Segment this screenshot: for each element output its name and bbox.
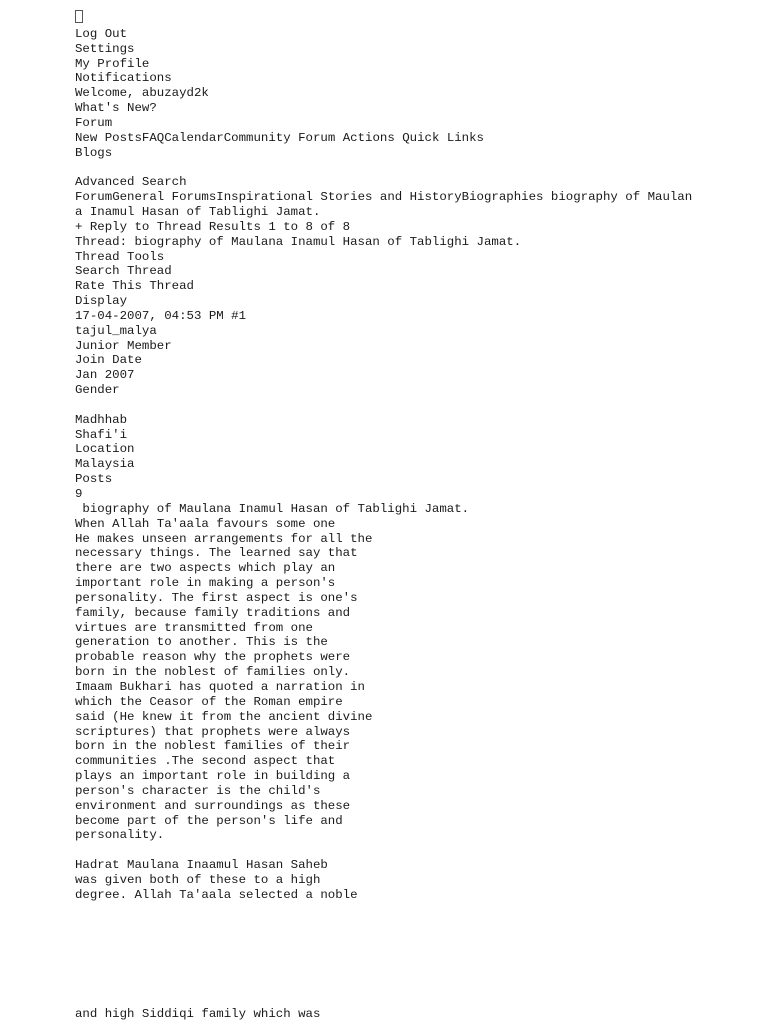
post-body-line: degree. Allah Ta'aala selected a noble [75, 887, 358, 902]
display-menu[interactable]: Display [75, 294, 128, 309]
post-body-line: there are two aspects which play an [75, 561, 336, 576]
post-body-line: When Allah Ta'aala favours some one [75, 516, 336, 531]
community-link[interactable]: Community [223, 130, 291, 145]
post-body-line: virtues are transmitted from one [75, 620, 313, 635]
post-body-line: person's character is the child's [75, 783, 321, 798]
location-label: Location [75, 442, 135, 457]
placeholder-box-icon [75, 10, 83, 23]
forum-nav-link[interactable]: Forum [75, 115, 113, 130]
thread-tools-menu[interactable]: Thread Tools [75, 249, 165, 264]
post-body-line: generation to another. This is the [75, 635, 328, 650]
post-body-paragraph-1 [75, 517, 375, 844]
post-body-line: environment and surroundings as these [75, 798, 351, 813]
post-body-line: important role in making a person's [75, 576, 336, 591]
breadcrumb-biographies[interactable]: Biographies [461, 190, 544, 205]
post-header [75, 309, 695, 324]
my-profile-link[interactable]: My Profile [75, 56, 150, 71]
gender-value-empty [75, 398, 695, 413]
rate-thread-menu[interactable]: Rate This Thread [75, 279, 194, 294]
post-body-line: communities .The second aspect that [75, 754, 336, 769]
whats-new-link[interactable]: What's New? [75, 101, 157, 116]
post-datetime: 17-04-2007, 04:53 PM [75, 308, 224, 323]
post-number-link[interactable]: #1 [223, 308, 247, 323]
post-body-line: said (He knew it from the ancient divine [75, 709, 373, 724]
location-value: Malaysia [75, 457, 135, 472]
settings-link[interactable]: Settings [75, 41, 135, 56]
post-body-line: born in the noblest families of their [75, 739, 351, 754]
faq-link[interactable]: FAQ [141, 130, 165, 145]
top-icon-row [75, 10, 695, 27]
notifications-link[interactable]: Notifications [75, 71, 172, 86]
spacer [75, 160, 695, 175]
post-body-line: personality. The first aspect is one's [75, 590, 358, 605]
post-body-continued: and high Siddiqi family which was [75, 1007, 321, 1021]
search-thread-menu[interactable]: Search Thread [75, 264, 172, 279]
breadcrumb-forum[interactable]: Forum [75, 190, 113, 205]
join-date-value: Jan 2007 [75, 368, 135, 383]
join-date-label: Join Date [75, 353, 142, 368]
advanced-search-link[interactable]: Advanced Search [75, 175, 187, 190]
post-body-line: which the Ceasor of the Roman empire [75, 694, 343, 709]
post-body-line: He makes unseen arrangements for all the [75, 531, 373, 546]
new-posts-link[interactable]: New Posts [75, 130, 142, 145]
breadcrumb [75, 190, 695, 220]
calendar-link[interactable]: Calendar [164, 130, 224, 145]
logout-link[interactable]: Log Out [75, 26, 128, 41]
post-body-line: personality. [75, 828, 165, 843]
post-body-line: become part of the person's life and [75, 813, 343, 828]
page-content [75, 10, 695, 903]
post-body-line: was given both of these to a high [75, 872, 321, 887]
posts-value: 9 [75, 487, 83, 501]
post-body-line: necessary things. The learned say that [75, 546, 358, 561]
breadcrumb-general-forums[interactable]: General Forums [112, 190, 217, 205]
madhhab-label: Madhhab [75, 412, 128, 427]
forum-subnav [75, 131, 695, 146]
post-body-paragraph-2 [75, 858, 375, 903]
post-body-line: born in the noblest of families only. [75, 665, 351, 680]
thread-title: Thread: biography of Maulana Inamul Hasan of Tablighi Jamat. [75, 234, 522, 249]
breadcrumb-current: biography of Maulana Inamul Hasan of Tablighi Jamat. [75, 190, 693, 219]
quick-links-menu[interactable]: Quick Links [394, 130, 484, 145]
blogs-link[interactable]: Blogs [75, 145, 113, 160]
reply-to-thread-button[interactable]: + Reply to Thread [75, 219, 202, 234]
user-rank: Junior Member [75, 338, 172, 353]
forum-actions-menu[interactable]: Forum Actions [290, 130, 395, 145]
post-body-line: plays an important role in building a [75, 769, 351, 784]
breadcrumb-inspirational[interactable]: Inspirational Stories and History [216, 190, 462, 205]
post-title: biography of Maulana Inamul Hasan of Tablighi Jamat. [75, 501, 470, 516]
post-body-line: family, because family traditions and [75, 605, 351, 620]
post-body-line: Hadrat Maulana Inaamul Hasan Saheb [75, 858, 328, 873]
post-body-line: scriptures) that prophets were always [75, 724, 351, 739]
post-username[interactable]: tajul_malya [75, 323, 157, 338]
welcome-text: Welcome, abuzayd2k [75, 86, 209, 101]
thread-bar [75, 220, 695, 235]
results-count: Results 1 to 8 of 8 [201, 219, 351, 234]
posts-label: Posts [75, 472, 113, 487]
spacer [75, 843, 375, 858]
gender-label: Gender [75, 383, 120, 398]
post-body-line: Imaam Bukhari has quoted a narration in [75, 679, 365, 694]
post-body-line: probable reason why the prophets were [75, 650, 351, 665]
post-body [75, 517, 375, 903]
madhhab-value: Shafi'i [75, 427, 128, 442]
